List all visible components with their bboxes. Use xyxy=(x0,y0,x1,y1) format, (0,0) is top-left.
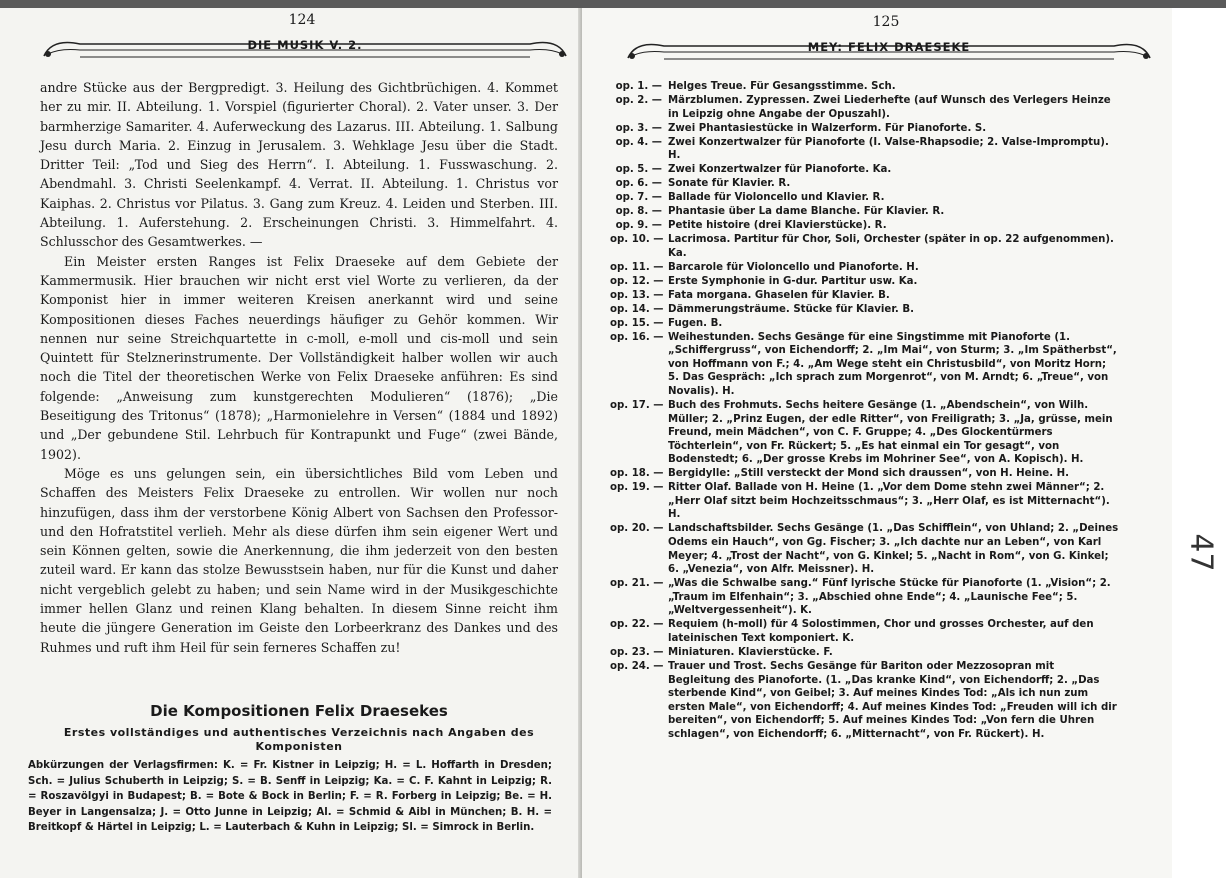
opus-entry xyxy=(610,136,1120,163)
opus-number: op. 2. — xyxy=(615,94,662,106)
opus-number: op. 4. — xyxy=(615,136,662,148)
opus-description: Sonate für Klavier. R. xyxy=(668,178,791,190)
paragraph: Ein Meister ersten Ranges ist Felix Draeseke auf dem Gebiete der Kammermusik. Hier brauchen wir nicht erst viel Worte zu verlieren, da der Komponist hier in immer weiteren Kreisen anerkannt wird und seine Kompositionen dieses Faches neuerdings häufiger zu Gehör kommen. Wir nennen nur seine Streichquartette in c-moll, e-moll und cis-moll und sein Quintett für Stelznerinstrumente. Der Vollständigkeit halber wollen wir auch noch die Titel der theoretischen Werke von Felix Draeseke anführen: Es sind folgende: „Anweisung zum kunstgerechten Modulieren“ (1876); „Die Beseitigung des Tritonus“ (1878); „Harmonielehre in Versen“ (1884 und 1892) und „Der gebundene Stil. Lehrbuch für Kontrapunkt und Fuge“ (zwei Bände, 1902). xyxy=(40,253,558,462)
opus-entry xyxy=(610,331,1120,399)
opus-entry xyxy=(610,646,1120,660)
opus-number: op. 10. — xyxy=(610,234,664,246)
opus-number: op. 14. — xyxy=(610,303,664,315)
opus-number: op. 18. — xyxy=(610,468,664,480)
opus-entry xyxy=(610,522,1120,576)
opus-description: Weihestunden. Sechs Gesänge für eine Singstimme mit Pianoforte (1. „Schiffergruss“, von Eichendorff; 2. „Im Mai“, von Sturm; 3. „Im Spätherbst“, von Hoffmann von F.; 4. „Am Wege steht ein Christusbild“, von Moritz Horn; 5. Das Gespräch: „Ich sprach zum Morgenrot“, von M. Arndt; 6. „Treue“, von Novalis). H. xyxy=(668,331,1117,397)
opus-number: op. 6. — xyxy=(615,178,662,190)
scan-top-edge xyxy=(0,0,1226,8)
opus-description: Zwei Konzertwalzer für Pianoforte (I. Valse-Rhapsodie; 2. Valse-Impromptu). H. xyxy=(668,136,1109,162)
opus-description: Märzblumen. Zypressen. Zwei Liederhefte (auf Wunsch des Verlegers Heinze in Leipzig ohne Angabe der Opuszahl). xyxy=(668,94,1111,120)
opus-number: op. 5. — xyxy=(615,164,662,176)
opus-description: Zwei Konzertwalzer für Pianoforte. Ka. xyxy=(668,164,892,176)
opus-description: Fugen. B. xyxy=(668,317,723,329)
opus-number: op. 3. — xyxy=(615,122,662,134)
opus-number: op. 19. — xyxy=(610,482,664,494)
opus-description: Helges Treue. Für Gesangsstimme. Sch. xyxy=(668,81,896,92)
opus-entry xyxy=(610,481,1120,522)
left-body-text xyxy=(40,78,558,657)
opus-entry xyxy=(610,660,1120,742)
section-subtitle: Erstes vollständiges und authentisches Verzeichnis nach Angaben des Komponisten xyxy=(63,726,535,753)
opus-entry xyxy=(610,163,1120,177)
publisher-abbreviations: Abkürzungen der Verlagsfirmen: K. = Fr. Kistner in Leipzig; H. = L. Hoffarth in Dresden; Sch. = Julius Schuberth in Leipzig; S. = B. Senff in Leipzig; Ka. = C. F. Kahnt in Leipzig; R. = Roszavölgyi in Budapest; B. = Bote & Bock in Berlin; F. = R. Forberg in Leipzig; Be. = H. Beyer in Langensalza; J. = Otto Junne in Leipzig; Al. = Schmid & Aibl in München; B. H. = Breitkopf & Härtel in Leipzig; L. = Lauterbach & Kuhn in Leipzig; Sl. = Simrock in Berlin. xyxy=(28,760,552,834)
opus-number: op. 24. — xyxy=(610,660,664,672)
left-page-number: 124 xyxy=(288,12,316,28)
handwritten-margin-note: 47 xyxy=(1183,533,1219,572)
opus-description: Ballade für Violoncello und Klavier. R. xyxy=(668,192,885,204)
opus-description: Buch des Frohmuts. Sechs heitere Gesänge (1. „Abendschein“, von Wilh. Müller; 2. „Prinz Eugen, der edle Ritter“, von Freiligrath; 3. „Ja, grüsse, mein Freund, mein Mädchen“, von C. F. Gruppe; 4. „Des Glockentürmers Töchterlein“, von Fr. Rückert; 5. „Es hat einmal ein Tor gesagt“, von Bodenstedt; 6. „Der grosse Krebs im Mohriner See“, von A. Kopisch). H. xyxy=(668,399,1113,466)
opus-description: Requiem (h-moll) für 4 Solostimmen, Chor und grosses Orchester, auf den lateinischen Text komponiert. K. xyxy=(668,619,1094,644)
opus-entry xyxy=(610,219,1120,233)
opus-entry xyxy=(610,467,1120,481)
opus-description: Petite histoire (drei Klavierstücke). R. xyxy=(668,220,887,232)
section-title: Die Kompositionen Felix Draesekes xyxy=(150,702,448,720)
opus-number: op. 16. — xyxy=(610,331,664,343)
right-page-number: 125 xyxy=(872,14,900,30)
opus-number: op. 12. — xyxy=(610,275,664,287)
opus-number: op. 23. — xyxy=(610,646,664,658)
paragraph: Möge es uns gelungen sein, ein übersichtliches Bild vom Leben und Schaffen des Meisters Felix Draeseke zu entrollen. Wir wollen nur noch hinzufügen, dass ihm der verstorbene König Albert von Sachsen den Professor- und den Hofratstitel verlieh. Mehr als diese dürfen ihm sein eigener Wert und sein Können gelten, sowie die Anerkennung, die ihm jederzeit von den besten zuteil ward. Er kann das stolze Bewusstsein haben, nur für die Kunst und daher nicht vergeblich gelebt zu haben; und sein Name wird in der Musikgeschichte immer hellen Glanz und reinen Klang behalten. In diesem Sinne reicht ihm heute die jüngere Generation im Geiste den Lorbeerkranz des Dankes und des Ruhmes und ruft ihm Heil für sein ferneres Schaffen zu! xyxy=(40,465,558,655)
opus-entry xyxy=(610,205,1120,219)
right-page-header xyxy=(624,32,1154,62)
opus-entry xyxy=(610,177,1120,191)
opus-entry xyxy=(610,317,1120,331)
opus-number: op. 15. — xyxy=(610,317,664,329)
opus-description: Lacrimosa. Partitur für Chor, Soli, Orchester (später in op. 22 aufgenommen). Ka. xyxy=(668,234,1114,259)
opus-description: Barcarole für Violoncello und Pianoforte. H. xyxy=(668,261,919,273)
opus-entry xyxy=(610,275,1120,289)
opus-entry xyxy=(610,303,1120,317)
opus-description: Landschaftsbilder. Sechs Gesänge (1. „Das Schifflein“, von Uhland; 2. „Deines Odems ein Hauch“, von Gg. Fischer; 3. „Ich dachte nur an Leben“, von Karl Meyer; 4. „Trost der Nacht“, von G. Kinkel; 5. „Nacht in Rom“, von G. Kinkel; 6. „Venezia“, von Alfr. Meissner). H. xyxy=(668,523,1119,576)
left-page-header xyxy=(40,30,570,60)
opus-entry xyxy=(610,261,1120,275)
opus-number: op. 21. — xyxy=(610,578,664,590)
opus-entry xyxy=(610,399,1120,467)
opus-number: op. 11. — xyxy=(610,261,664,273)
opus-entry xyxy=(610,618,1120,645)
opus-entry xyxy=(610,80,1120,94)
opus-description: Phantasie über La dame Blanche. Für Klavier. R. xyxy=(668,206,945,218)
opus-description: Erste Symphonie in G-dur. Partitur usw. Ka. xyxy=(668,275,918,287)
opus-description: Trauer und Trost. Sechs Gesänge für Bariton oder Mezzosopran mit Begleitung des Pianoforte. (1. „Das kranke Kind“, von Eichendorff; 2. „Das sterbende Kind“, von Geibel; 3. Auf meines Kindes Tod: „Als ich nun zum ersten Male“, von Eichendorff; 4. Auf meines Kindes Tod: „Freuden will ich dir bereiten“, von Eichendorff; 5. Auf meines Kindes Tod: „Von fern die Uhren schlagen“, von Eichendorff; 6. „Mitternacht“, von Fr. Rückert). H. xyxy=(668,660,1117,740)
opus-description: Fata morgana. Ghaselen für Klavier. B. xyxy=(668,289,890,301)
scan-margin xyxy=(1172,8,1226,878)
opus-description: Miniaturen. Klavierstücke. F. xyxy=(668,646,833,658)
opus-number: op. 1. — xyxy=(615,81,662,92)
opus-number: op. 17. — xyxy=(610,399,664,411)
opus-number: op. 22. — xyxy=(610,619,664,631)
opus-entry xyxy=(610,191,1120,205)
opus-entry xyxy=(610,233,1120,260)
left-running-head: DIE MUSIK V. 2. xyxy=(247,38,363,52)
opus-number: op. 20. — xyxy=(610,523,664,535)
opus-entry xyxy=(610,94,1120,121)
opus-entry xyxy=(610,577,1120,618)
opus-number: op. 13. — xyxy=(610,289,664,301)
right-running-head: MEY: FELIX DRAESEKE xyxy=(807,40,971,54)
opus-number: op. 9. — xyxy=(615,220,662,232)
opus-description: Ritter Olaf. Ballade von H. Heine (1. „Vor dem Dome stehn zwei Männer“; 2. „Herr Olaf sitzt beim Hochzeitsschmaus“; 3. „Herr Olaf, es ist Mitternacht“). H. xyxy=(668,482,1110,521)
opus-list xyxy=(610,80,1120,742)
opus-entry xyxy=(610,122,1120,136)
opus-description: Dämmerungsträume. Stücke für Klavier. B. xyxy=(668,303,914,315)
paragraph: andre Stücke aus der Bergpredigt. 3. Heilung des Gichtbrüchigen. 4. Kommet her zu mir. II. Abteilung. 1. Vorspiel (figurierter Choral). 2. Vater unser. 3. Der barmherzige Samariter. 4. Auferweckung des Lazarus. III. Abteilung. 1. Salbung Jesu durch Maria. 2. Einzug in Jerusalem. 3. Wehklage Jesu über die Stadt. Dritter Teil: „Tod und Sieg des Herrn“. I. Abteilung. 1. Fusswaschung. 2. Abendmahl. 3. Christi Seelenkampf. 4. Verrat. II. Abteilung. 1. Christus vor Kaiphas. 2. Christus vor Pilatus. 3. Gang zum Kreuz. 4. Leiden und Sterben. III. Abteilung. 1. Auferstehung. 2. Erscheinungen Christi. 3. Himmelfahrt. 4. Schlusschor des Gesamtwerkes. — xyxy=(40,80,558,250)
opus-description: Zwei Phantasiestücke in Walzerform. Für Pianoforte. S. xyxy=(668,122,987,134)
opus-description: Bergidylle: „Still versteckt der Mond sich draussen“, von H. Heine. H. xyxy=(668,468,1070,480)
opus-number: op. 8. — xyxy=(615,206,662,218)
opus-description: „Was die Schwalbe sang.“ Fünf lyrische Stücke für Pianoforte (1. „Vision“; 2. „Traum im Elfenhain“; 3. „Abschied ohne Ende“; 4. „Launische Fee“; 5. „Weltvergessenheit“). K. xyxy=(668,578,1111,617)
opus-number: op. 7. — xyxy=(615,192,662,204)
opus-entry xyxy=(610,289,1120,303)
